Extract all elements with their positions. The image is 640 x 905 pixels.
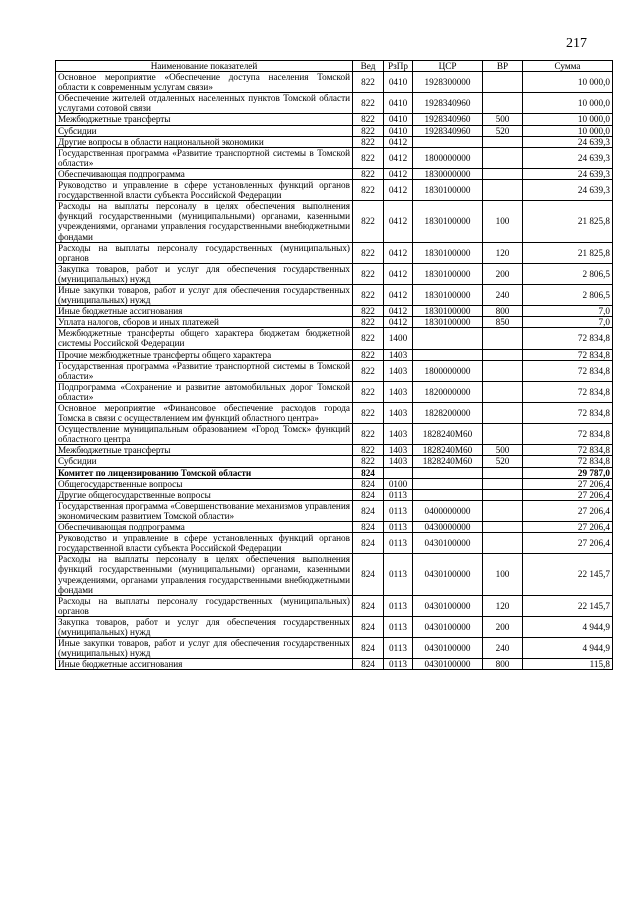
cell-rzpr: 0113: [384, 554, 413, 595]
table-body: [56, 72, 613, 670]
table-row: [56, 317, 613, 328]
cell-csr: 1800000000: [413, 147, 483, 168]
cell-sum: 24 639,3: [523, 168, 613, 179]
table-row: [56, 616, 613, 637]
cell-rzpr: 0113: [384, 659, 413, 670]
cell-vr: 240: [483, 284, 523, 305]
cell-vr: 520: [483, 456, 523, 467]
table-row: [56, 242, 613, 263]
cell-name: Уплата налогов, сборов и иных платежей: [56, 317, 353, 328]
cell-rzpr: 1403: [384, 424, 413, 445]
cell-vr: 850: [483, 317, 523, 328]
cell-rzpr: 0113: [384, 595, 413, 616]
cell-vr: 240: [483, 638, 523, 659]
cell-csr: 1830100000: [413, 284, 483, 305]
cell-csr: [413, 328, 483, 349]
cell-sum: 27 206,4: [523, 478, 613, 489]
cell-rzpr: 0412: [384, 242, 413, 263]
cell-ved: 822: [353, 72, 384, 93]
cell-rzpr: 0100: [384, 478, 413, 489]
cell-name: Другие вопросы в области национальной экономики: [56, 136, 353, 147]
cell-sum: 10 000,0: [523, 114, 613, 125]
cell-sum: 72 834,8: [523, 445, 613, 456]
cell-name: Закупка товаров, работ и услуг для обеспечения государственных (муниципальных) нужд: [56, 616, 353, 637]
cell-vr: 800: [483, 306, 523, 317]
cell-ved: 822: [353, 201, 384, 242]
header-rzpr: РзПр: [384, 61, 413, 72]
cell-vr: 120: [483, 242, 523, 263]
cell-ved: 824: [353, 659, 384, 670]
cell-csr: [413, 478, 483, 489]
cell-ved: 824: [353, 500, 384, 521]
cell-csr: 1928340960: [413, 93, 483, 114]
cell-sum: 27 206,4: [523, 533, 613, 554]
cell-name: Руководство и управление в сфере установленных функций органов государственной власти субъекта Российской Федерации: [56, 180, 353, 201]
cell-rzpr: 1403: [384, 445, 413, 456]
cell-ved: 822: [353, 381, 384, 402]
cell-ved: 824: [353, 522, 384, 533]
cell-vr: [483, 500, 523, 521]
cell-rzpr: 0410: [384, 125, 413, 136]
table-row: [56, 349, 613, 360]
cell-csr: 0430100000: [413, 638, 483, 659]
cell-ved: 822: [353, 284, 384, 305]
cell-vr: [483, 147, 523, 168]
cell-ved: 822: [353, 445, 384, 456]
cell-csr: 0430100000: [413, 554, 483, 595]
cell-rzpr: 0412: [384, 147, 413, 168]
header-vr: ВР: [483, 61, 523, 72]
cell-csr: 1828240М60: [413, 424, 483, 445]
cell-name: Подпрограмма «Сохранение и развитие автомобильных дорог Томской области»: [56, 381, 353, 402]
cell-name: Субсидии: [56, 125, 353, 136]
cell-rzpr: 0113: [384, 616, 413, 637]
cell-rzpr: 1403: [384, 360, 413, 381]
cell-rzpr: 0412: [384, 263, 413, 284]
budget-table: [55, 60, 613, 670]
cell-rzpr: 0410: [384, 93, 413, 114]
cell-csr: 1800000000: [413, 360, 483, 381]
cell-sum: 2 806,5: [523, 263, 613, 284]
cell-ved: 822: [353, 456, 384, 467]
page-number: 217: [566, 36, 587, 51]
cell-vr: [483, 381, 523, 402]
cell-vr: 800: [483, 659, 523, 670]
table-row: [56, 659, 613, 670]
cell-name: Закупка товаров, работ и услуг для обеспечения государственных (муниципальных) нужд: [56, 263, 353, 284]
cell-vr: [483, 349, 523, 360]
cell-name: Субсидии: [56, 456, 353, 467]
cell-sum: 22 145,7: [523, 554, 613, 595]
cell-csr: 0400000000: [413, 500, 483, 521]
cell-vr: 500: [483, 445, 523, 456]
cell-csr: 1830000000: [413, 168, 483, 179]
cell-rzpr: [384, 467, 413, 478]
cell-sum: 72 834,8: [523, 381, 613, 402]
cell-vr: [483, 93, 523, 114]
cell-vr: [483, 489, 523, 500]
cell-rzpr: 0113: [384, 638, 413, 659]
table-row: [56, 136, 613, 147]
cell-ved: 822: [353, 242, 384, 263]
cell-rzpr: 0410: [384, 72, 413, 93]
cell-vr: 520: [483, 125, 523, 136]
cell-sum: 27 206,4: [523, 500, 613, 521]
cell-name: Государственная программа «Развитие транспортной системы в Томской области»: [56, 147, 353, 168]
table-row: [56, 93, 613, 114]
table-row: [56, 381, 613, 402]
cell-ved: 822: [353, 114, 384, 125]
cell-sum: 72 834,8: [523, 456, 613, 467]
table-row: [56, 72, 613, 93]
table-row: [56, 467, 613, 478]
cell-rzpr: 1403: [384, 456, 413, 467]
cell-name: Основное мероприятие «Обеспечение доступа населения Томской области к современным услугам связи»: [56, 72, 353, 93]
table-row: [56, 125, 613, 136]
cell-rzpr: 0113: [384, 500, 413, 521]
cell-csr: 0430100000: [413, 659, 483, 670]
cell-sum: 115,8: [523, 659, 613, 670]
table-row: [56, 522, 613, 533]
cell-rzpr: 1400: [384, 328, 413, 349]
cell-csr: 1820000000: [413, 381, 483, 402]
cell-name: Основное мероприятие «Финансовое обеспечение расходов города Томска в связи с осуществлением им функций областного центра»: [56, 403, 353, 424]
cell-sum: 4 944,9: [523, 638, 613, 659]
cell-ved: 824: [353, 489, 384, 500]
cell-ved: 822: [353, 93, 384, 114]
cell-csr: 1828240М60: [413, 456, 483, 467]
cell-sum: 7,0: [523, 317, 613, 328]
cell-ved: 822: [353, 306, 384, 317]
cell-name: Межбюджетные трансферты: [56, 445, 353, 456]
cell-ved: 824: [353, 554, 384, 595]
cell-csr: 1828200000: [413, 403, 483, 424]
table-row: [56, 424, 613, 445]
cell-ved: 824: [353, 595, 384, 616]
cell-sum: 22 145,7: [523, 595, 613, 616]
cell-sum: 29 787,0: [523, 467, 613, 478]
table-row: [56, 360, 613, 381]
cell-vr: [483, 136, 523, 147]
cell-ved: 824: [353, 638, 384, 659]
cell-sum: 72 834,8: [523, 349, 613, 360]
cell-csr: 1928340960: [413, 114, 483, 125]
cell-rzpr: 0412: [384, 284, 413, 305]
cell-vr: [483, 424, 523, 445]
cell-ved: 822: [353, 180, 384, 201]
cell-name: Расходы на выплаты персоналу государственных (муниципальных) органов: [56, 595, 353, 616]
cell-sum: 24 639,3: [523, 136, 613, 147]
cell-csr: 0430100000: [413, 616, 483, 637]
cell-sum: 72 834,8: [523, 360, 613, 381]
cell-ved: 822: [353, 125, 384, 136]
table-row: [56, 328, 613, 349]
cell-rzpr: 0113: [384, 522, 413, 533]
cell-csr: 1928340960: [413, 125, 483, 136]
cell-ved: 822: [353, 360, 384, 381]
cell-vr: [483, 180, 523, 201]
table-header-row: [56, 61, 613, 72]
cell-vr: [483, 72, 523, 93]
cell-ved: 822: [353, 328, 384, 349]
cell-name: Осуществление муниципальным образованием «Город Томск» функций областного центра: [56, 424, 353, 445]
cell-sum: 2 806,5: [523, 284, 613, 305]
cell-vr: [483, 403, 523, 424]
table-row: [56, 478, 613, 489]
cell-ved: 824: [353, 616, 384, 637]
cell-csr: 1830100000: [413, 306, 483, 317]
cell-csr: 1928300000: [413, 72, 483, 93]
cell-name: Руководство и управление в сфере установленных функций органов государственной власти субъекта Российской Федерации: [56, 533, 353, 554]
cell-csr: [413, 136, 483, 147]
cell-rzpr: 0412: [384, 201, 413, 242]
cell-vr: 120: [483, 595, 523, 616]
cell-name: Межбюджетные трансферты: [56, 114, 353, 125]
cell-csr: 0430100000: [413, 533, 483, 554]
table-row: [56, 533, 613, 554]
cell-vr: 500: [483, 114, 523, 125]
cell-sum: 7,0: [523, 306, 613, 317]
cell-name: Расходы на выплаты персоналу в целях обеспечения выполнения функций государственными (муниципальными) органами, казенными учреждениями, органами управления государственными внебюджетными фондами: [56, 201, 353, 242]
cell-name: Обеспечивающая подпрограмма: [56, 168, 353, 179]
cell-csr: 1830100000: [413, 201, 483, 242]
cell-csr: [413, 349, 483, 360]
cell-vr: [483, 533, 523, 554]
header-sum: Сумма: [523, 61, 613, 72]
cell-sum: 24 639,3: [523, 180, 613, 201]
cell-ved: 824: [353, 478, 384, 489]
cell-ved: 822: [353, 349, 384, 360]
cell-sum: 10 000,0: [523, 125, 613, 136]
cell-sum: 21 825,8: [523, 242, 613, 263]
cell-name: Расходы на выплаты персоналу в целях обеспечения выполнения функций государственными (муниципальными) органами, казенными учреждениями, органами управления государственными внебюджетными фондами: [56, 554, 353, 595]
cell-rzpr: 1403: [384, 381, 413, 402]
cell-name: Комитет по лицензированию Томской области: [56, 467, 353, 478]
cell-name: Прочие межбюджетные трансферты общего характера: [56, 349, 353, 360]
cell-rzpr: 1403: [384, 349, 413, 360]
cell-ved: 822: [353, 403, 384, 424]
cell-name: Другие общегосударственные вопросы: [56, 489, 353, 500]
cell-sum: 27 206,4: [523, 522, 613, 533]
cell-vr: 200: [483, 263, 523, 284]
cell-sum: 10 000,0: [523, 93, 613, 114]
cell-ved: 824: [353, 533, 384, 554]
table-row: [56, 114, 613, 125]
cell-rzpr: 0412: [384, 168, 413, 179]
table-row: [56, 403, 613, 424]
cell-name: Расходы на выплаты персоналу государственных (муниципальных) органов: [56, 242, 353, 263]
cell-sum: 72 834,8: [523, 403, 613, 424]
cell-rzpr: 0113: [384, 489, 413, 500]
table-row: [56, 595, 613, 616]
cell-sum: 4 944,9: [523, 616, 613, 637]
cell-name: Иные бюджетные ассигнования: [56, 306, 353, 317]
cell-name: Иные закупки товаров, работ и услуг для обеспечения государственных (муниципальных) нужд: [56, 284, 353, 305]
cell-csr: 1830100000: [413, 263, 483, 284]
cell-vr: [483, 522, 523, 533]
cell-name: Межбюджетные трансферты общего характера бюджетам бюджетной системы Российской Федерации: [56, 328, 353, 349]
cell-csr: 1830100000: [413, 317, 483, 328]
cell-csr: 1828240М60: [413, 445, 483, 456]
table-row: [56, 638, 613, 659]
table-row: [56, 263, 613, 284]
table-row: [56, 284, 613, 305]
cell-csr: [413, 467, 483, 478]
cell-ved: 822: [353, 424, 384, 445]
table-row: [56, 147, 613, 168]
cell-name: Иные закупки товаров, работ и услуг для обеспечения государственных (муниципальных) нужд: [56, 638, 353, 659]
cell-sum: 27 206,4: [523, 489, 613, 500]
table-row: [56, 500, 613, 521]
header-ved: Вед: [353, 61, 384, 72]
cell-name: Государственная программа «Развитие транспортной системы в Томской области»: [56, 360, 353, 381]
header-name: Наименование показателей: [56, 61, 353, 72]
header-csr: ЦСР: [413, 61, 483, 72]
table-row: [56, 554, 613, 595]
cell-ved: 822: [353, 317, 384, 328]
cell-name: Государственная программа «Совершенствование механизмов управления экономическим развитием Томской области»: [56, 500, 353, 521]
cell-vr: 100: [483, 201, 523, 242]
cell-name: Обеспечение жителей отдаленных населенных пунктов Томской области услугами сотовой связи: [56, 93, 353, 114]
cell-rzpr: 0412: [384, 180, 413, 201]
cell-vr: [483, 467, 523, 478]
table-row: [56, 201, 613, 242]
cell-rzpr: 0113: [384, 533, 413, 554]
table-row: [56, 489, 613, 500]
table-row: [56, 180, 613, 201]
cell-rzpr: 1403: [384, 403, 413, 424]
cell-sum: 72 834,8: [523, 328, 613, 349]
table-row: [56, 168, 613, 179]
cell-vr: [483, 478, 523, 489]
cell-ved: 822: [353, 168, 384, 179]
cell-rzpr: 0412: [384, 136, 413, 147]
cell-sum: 10 000,0: [523, 72, 613, 93]
cell-csr: 1830100000: [413, 242, 483, 263]
cell-vr: 200: [483, 616, 523, 637]
cell-rzpr: 0410: [384, 114, 413, 125]
cell-vr: [483, 168, 523, 179]
cell-name: Иные бюджетные ассигнования: [56, 659, 353, 670]
cell-name: Обеспечивающая подпрограмма: [56, 522, 353, 533]
cell-sum: 24 639,3: [523, 147, 613, 168]
cell-rzpr: 0412: [384, 306, 413, 317]
cell-ved: 822: [353, 147, 384, 168]
cell-csr: 1830100000: [413, 180, 483, 201]
table-row: [56, 306, 613, 317]
cell-ved: 824: [353, 467, 384, 478]
table-row: [56, 456, 613, 467]
cell-csr: [413, 489, 483, 500]
cell-vr: [483, 360, 523, 381]
cell-csr: 0430000000: [413, 522, 483, 533]
cell-ved: 822: [353, 136, 384, 147]
cell-ved: 822: [353, 263, 384, 284]
cell-name: Общегосударственные вопросы: [56, 478, 353, 489]
cell-vr: 100: [483, 554, 523, 595]
cell-rzpr: 0412: [384, 317, 413, 328]
cell-vr: [483, 328, 523, 349]
table-row: [56, 445, 613, 456]
cell-sum: 72 834,8: [523, 424, 613, 445]
cell-csr: 0430100000: [413, 595, 483, 616]
cell-sum: 21 825,8: [523, 201, 613, 242]
